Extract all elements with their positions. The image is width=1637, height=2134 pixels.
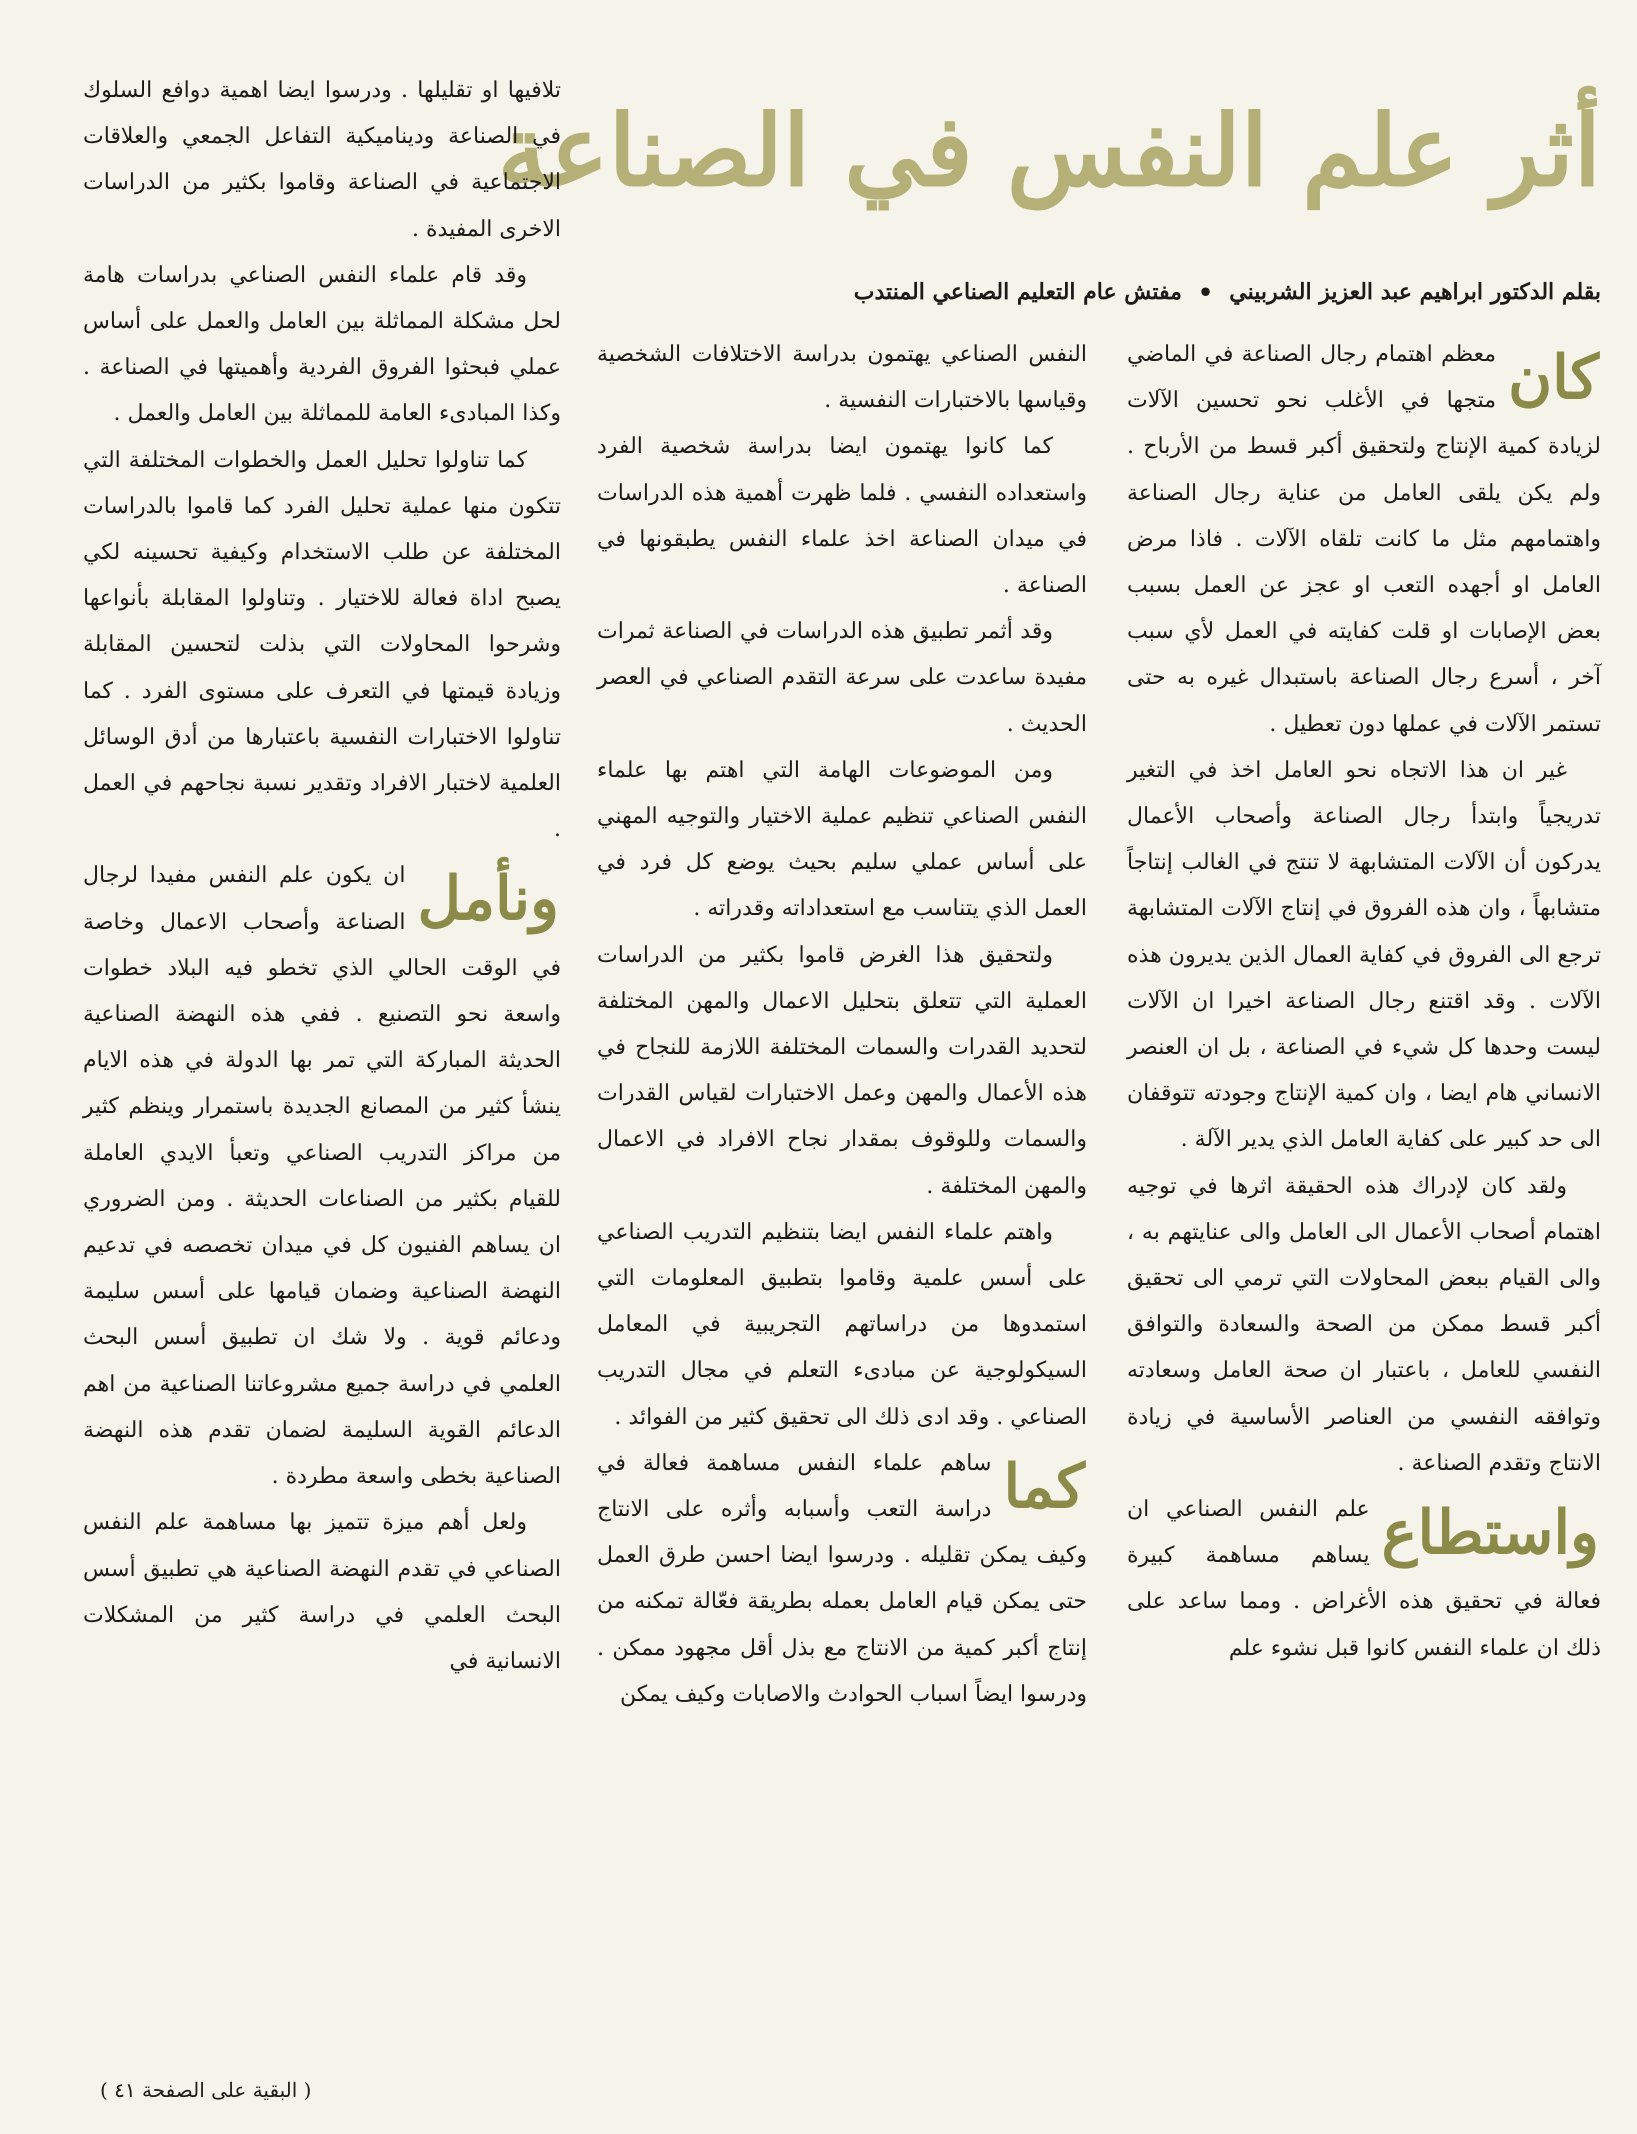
paragraph [1127, 1487, 1601, 1672]
paragraph: وقد قام علماء النفس الصناعي بدراسات هامة لحل مشكلة المماثلة بين العامل والعمل على أساس عملي فبحثوا الفروق الفردية وأهميتها في الصناعة . وكذا المبادىء العامة للمماثلة بين العامل والعمل . [83, 262, 561, 427]
paragraph [83, 853, 561, 1500]
paragraph-text: علم النفس الصناعي ان يساهم مساهمة كبيرة فعالة في تحقيق هذه الأغراض . ومما ساعد على ذلك ان علماء النفس كانوا قبل نشوء علم [1127, 1497, 1601, 1661]
paragraph: ولقد كان لإدراك هذه الحقيقة اثرها في توجيه اهتمام أصحاب الأعمال الى العامل والى عنايتهم به ، والى القيام ببعض المحاولات التي ترمي الى تحقيق أكبر قسط ممكن من الصحة والسعادة والتوافق النفسي للعامل ، باعتبار ان صحة العامل وسعادته وتوافقه النفسي من العناصر الأساسية في زيادة الانتاج وتقدم الصناعة . [1127, 1173, 1601, 1476]
byline [561, 268, 1601, 316]
paragraph [1127, 332, 1601, 748]
drop-cap: واستطاع [1381, 1498, 1599, 1569]
article-title: أثر علم النفس في الصناعة [497, 94, 1601, 209]
paragraph: النفس الصناعي يهتمون بدراسة الاختلافات الشخصية وقياسها بالاختبارات النفسية . [597, 342, 1087, 414]
text-column-middle [597, 332, 1087, 2052]
paragraph: كما كانوا يهتمون ايضا بدراسة شخصية الفرد واستعداده النفسي . فلما ظهرت أهمية هذه الدراسات في ميدان الصناعة اخذ علماء النفس يطبقونها في الصناعة . [597, 434, 1087, 599]
drop-cap: كما [1003, 1451, 1085, 1522]
drop-cap: ونأمل [417, 864, 559, 935]
paragraph: ومن الموضوعات الهامة التي اهتم بها علماء النفس الصناعي تنظيم عملية الاختيار والتوجيه المهني على أساس عملي سليم بحيث يوضع كل فرد في العمل الذي يتناسب مع استعداداته وقدراته . [597, 757, 1087, 922]
paragraph: كما تناولوا تحليل العمل والخطوات المختلفة التي تتكون منها عملية تحليل الفرد كما قاموا بالدراسات المختلفة عن طلب الاستخدام وكيفية تحسينه لكي يصبح اداة فعالة للاختيار . وتناولوا المقابلة بأنواعها وشرحوا المحاولات التي بذلت لتحسين المقابلة وزيادة قيمتها في التعرف على مستوى الفرد . كما تناولوا الاختبارات النفسية باعتبارها من أدق الوسائل العلمية لاختبار الافراد وتقدير نسبة نجاحهم في العمل . [83, 447, 561, 843]
paragraph-text: ساهم علماء النفس مساهمة فعالة في دراسة التعب وأسبابه وأثره على الانتاج وكيف يمكن تقليله . ودرسوا ايضا احسن طرق العمل حتى يمكن قيام العامل بعمله بطريقة فعّالة تمكنه من إنتاج أكبر كمية من الانتاج مع بذل أقل مجهود ممكن . ودرسوا ايضاً اسباب الحوادث والاصابات وكيف يمكن [597, 1450, 1087, 1707]
drop-cap: كان [1508, 343, 1599, 413]
text-column-left [83, 68, 561, 1685]
paragraph: غير ان هذا الاتجاه نحو العامل اخذ في التغير تدريجياً وابتدأ رجال الصناعة وأصحاب الأعمال يدركون أن الآلات المتشابهة لا تنتج في الغالب إنتاجاً متشابهاً ، وان هذه الفروق في إنتاج الآلات المتشابهة ترجع الى الفروق في كفاية العمال الذين يديرون هذه الآلات . وقد اقتنع رجال الصناعة اخيرا ان الآلات ليست وحدها كل شيء في الصناعة ، بل ان العنصر الانساني هام ايضا ، وان كمية الإنتاج وجودته تتوقفان الى حد كبير على كفاية العامل الذي يدير الآلة . [1127, 757, 1601, 1153]
continuation-note: ( البقية على الصفحة ٤١ ) [100, 2078, 312, 2102]
byline-separator: • [1197, 277, 1214, 307]
paragraph: تلافيها او تقليلها . ودرسوا ايضا اهمية دوافع السلوك في الصناعة وديناميكية التفاعل الجمعي والعلاقات الاجتماعية في الصناعة وقاموا بكثير من الدراسات الاخرى المفيدة . [83, 78, 561, 242]
paragraph: ولتحقيق هذا الغرض قاموا بكثير من الدراسات العملية التي تتعلق بتحليل الاعمال والمهن المختلفة لتحديد القدرات والسمات المختلفة اللازمة للنجاح في هذه الأعمال والمهن وعمل الاختبارات لقياس القدرات والسمات وللوقوف بمقدار نجاح الافراد في الاعمال والمهن المختلفة . [597, 942, 1087, 1199]
paragraph-text: معظم اهتمام رجال الصناعة في الماضي متجها في الأغلب نحو تحسين الآلات لزيادة كمية الإنتاج ولتحقيق أكبر قسط من الأرباح . ولم يكن يلقى العامل من عناية رجال الصناعة واهتمامهم مثل ما كانت تلقاه الآلات . فاذا مرض العامل او أجهده التعب او عجز عن العمل بسبب بعض الإصابات او قلت كفايته في العمل لأي سبب آخر ، أسرع رجال الصناعة باستبدال غيره به حتى تستمر الآلات في عملها دون تعطيل . [1127, 342, 1601, 737]
paragraph: ولعل أهم ميزة تتميز بها مساهمة علم النفس الصناعي في تقدم النهضة الصناعية هي تطبيق أسس البحث العلمي في دراسة كثير من المشكلات الانسانية في [83, 1510, 561, 1674]
author-name: بقلم الدكتور ابراهيم عبد العزيز الشربيني [1229, 279, 1601, 305]
paragraph: وقد أثمر تطبيق هذه الدراسات في الصناعة ثمرات مفيدة ساعدت على سرعة التقدم الصناعي في العصر الحديث . [597, 619, 1087, 737]
paragraph [597, 1441, 1087, 1718]
paragraph: واهتم علماء النفس ايضا بتنظيم التدريب الصناعي على أسس علمية وقاموا بتطبيق المعلومات التي استمدوها من دراساتهم التجريبية في المعامل السيكولوجية عن مبادىء التعلم في مجال التدريب الصناعي . وقد ادى ذلك الى تحقيق كثير من الفوائد . [597, 1219, 1087, 1430]
paragraph-text: ان يكون علم النفس مفيدا لرجال الصناعة وأصحاب الاعمال وخاصة في الوقت الحالي الذي تخطو فيه البلاد خطوات واسعة نحو التصنيع . ففي هذه النهضة الصناعية الحديثة المباركة التي تمر بها الدولة في هذه الايام ينشأ كثير من المصانع الجديدة باستمرار وينظم كثير من مراكز التدريب الصناعي وتعبأ الايدي العاملة للقيام بكثير من الصناعات الحديثة . ومن الضروري ان يساهم الفنيون كل في ميدان تخصصه في تدعيم النهضة الصناعية وضمان قيامها على أسس سليمة ودعائم قوية . ولا شك ان تطبيق أسس البحث العلمي في دراسة جميع مشروعاتنا الصناعية من اهم الدعائم القوية السليمة لضمان تقدم هذه النهضة الصناعية بخطى واسعة مطردة . [83, 863, 561, 1490]
text-column-right [1127, 332, 1601, 1672]
author-role: مفتش عام التعليم الصناعي المنتدب [853, 279, 1182, 305]
